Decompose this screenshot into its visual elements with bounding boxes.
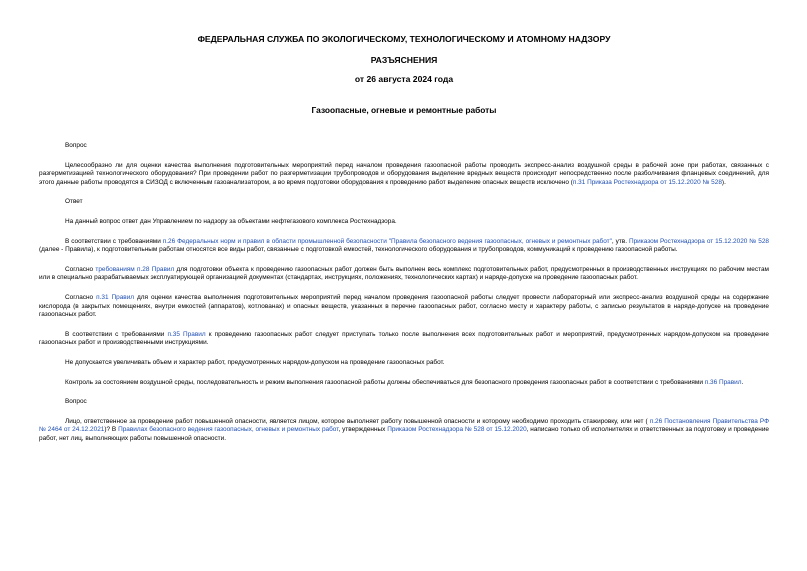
link-rules-p28[interactable]: требованиям п.28 Правил [95,265,175,273]
link-rules-p35[interactable]: п.35 Правил [167,330,206,338]
text-span: Лицо, ответственное за проведение работ повышенной опасности, является лицом, которое выполняет работу повышенной опасности и которому необходимо проходить стажировку, или нет ( [65,417,650,425]
question-label: Вопрос [65,398,87,406]
document-body [39,142,769,443]
question-1-text [39,162,769,188]
document [39,34,769,454]
text-span: Согласно [65,293,97,301]
text-span: В соответствии с требованиями [65,330,168,338]
text-span: )? В [104,426,119,434]
answer-paragraph-5: Не допускается увеличивать объем и характер работ, предусмотренных нарядом-допуском на проведение газоопасных работ. [65,358,445,366]
text-span: к проведению газоопасных работ следует приступать только после выполнения всех подготовительных работ и мероприятий, предусмотренных нарядом-допуском на проведение газоопасных работ и производственными инструкциями. [39,330,769,347]
link-rules-p26[interactable]: п.26 Федеральных норм и правил в области промышленной безопасности "Правила безопасного ведения газоопасных, огневых и ремонтных работ" [162,237,612,245]
answer-paragraph-6 [39,379,769,388]
link-rules-p31[interactable]: п.31 Правил [96,293,135,301]
question-label: Вопрос [65,142,87,149]
answer-intro: На данный вопрос ответ дан Управлением по надзору за объектами нефтегазового комплекса Ростехнадзора. [65,217,397,225]
link-rules-p36[interactable]: п.36 Правил [704,378,742,386]
text-span: ). [721,178,726,186]
text-span: Согласно [65,265,96,273]
text-span: (далее - Правила), к подготовительным работам относятся все виды работ, связанные с подготовкой емкостей, технологического оборудования и трубопроводов, коммуникаций к проведению газоопасной работы. [39,246,678,254]
text-span: Контроль за состоянием воздушной среды, последовательность и режим выполнения газоопасной работы должны обеспечиваться для безопасного проведения газоопасных работ в соответствии с требованиями [65,378,705,386]
text-span: . [741,378,744,386]
answer-paragraph-1 [39,238,769,255]
answer-paragraph-3 [39,294,769,320]
text-span: , утвержденных [338,426,388,434]
link-decree-2464[interactable]: п.26 Постановления Правительства РФ № 2464 от 24.12.2021 [39,417,769,434]
link-rules[interactable]: Правилах безопасного ведения газоопасных, огневых и ремонтных работ [118,426,339,434]
answer-paragraph-4 [39,331,769,348]
answer-paragraph-2 [39,266,769,283]
text-span: , утв. [611,237,629,245]
text-span: для оценки качества выполнения подготовительных мероприятий перед началом проведения газоопасной работы следует провести лабораторный или экспресс-анализ воздушной среды на содержание кислорода (в закрытых помещениях, внутри емкостей (аппаратов), котлованах) и опасных веществ, указанных в перечне газоопасных работ, согласно месту и характеру работы, с записью результатов в наряде-допуске на проведение газоопасных работ. [39,293,769,319]
doc-type-title: РАЗЪЯСНЕНИЯ [370,55,438,65]
doc-topic: Газоопасные, огневые и ремонтные работы [311,105,497,115]
link-order-528[interactable]: Приказом Ростехнадзора от 15.12.2020 № 528 [628,237,770,245]
text-span: , написано только об исполнителях и ответственных за подготовку и проведение работ, нет лиц, выполняющих работы повышенной опасности. [39,426,769,442]
text-span: для подготовки объекта к проведению газоопасных работ должен быть выполнен весь комплекс подготовительных работ, предусмотренных в производственных инструкциях по рабочим местам или в специально разрабатываемых эксплуатирующей организацией документах (стандартах, инструкциях, положениях, технологических картах) и наряде-допуске на проведение газоопасных работ. [39,265,769,282]
text-span: Целесообразно ли для оценки качества выполнения подготовительных мероприятий перед началом проведения газоопасной работы проводить экспресс-анализ воздушной среды в рабочей зоне при работах, связанных с разгерметизацией технологического оборудования? При проведении работ по разгерметизации трубопроводов и оборудования выделение вредных веществ происходит непосредственно после разболчивания фланцевых соединений, для этого данные работы проводятся в СИЗОД с включенным газоанализатором, а во время подготовки оборудования к проведению работ выделение опасных веществ исключено ( [39,161,769,186]
question-2-text [39,418,769,444]
link-order-528-2[interactable]: Приказом Ростехнадзора № 528 от 15.12.2020 [387,426,527,434]
doc-date: от 26 августа 2024 года [354,74,454,84]
link-order-528-p31[interactable]: п.31 Приказа Ростехнадзора от 15.12.2020 № 528 [572,178,722,186]
agency-title: ФЕДЕРАЛЬНАЯ СЛУЖБА ПО ЭКОЛОГИЧЕСКОМУ, ТЕХНОЛОГИЧЕСКОМУ И АТОМНОМУ НАДЗОРУ [197,34,611,44]
text-span: В соответствии с требованиями [65,237,163,245]
answer-label: Ответ [65,198,83,206]
